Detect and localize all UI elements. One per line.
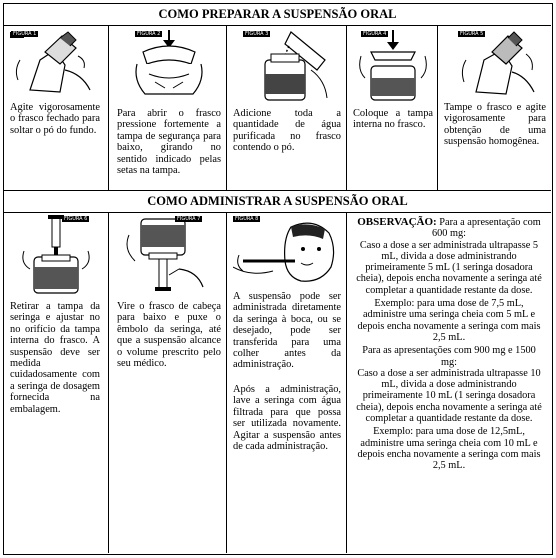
administer-step-1 [4, 213, 108, 553]
step-text: Vire o frasco de cabeça para baixo e puxe o êmbolo da seringa, até que a suspensão alcance o volume prescrito pelo seu médico. [117, 301, 221, 370]
prepare-step-1 [4, 26, 108, 190]
instruction-sheet [3, 3, 553, 555]
administer-step-3 [227, 213, 346, 553]
step-text: A suspensão pode ser administrada diretamente da seringa à boca, ou se desejado, pode ser transferida para uma colher antes da administração. [233, 291, 341, 371]
step-text: Tampe o frasco e agite vigorosamente para obtenção de uma suspensão homogênea. [444, 102, 546, 148]
insert-inner-cap-illustration [357, 30, 429, 102]
observation-text [353, 217, 545, 472]
administer-step-2 [109, 213, 226, 553]
observation-p1-lead: Para a apresentação com 600 mg: [431, 217, 541, 240]
figure-tag: FIGURA 6 [64, 216, 88, 222]
figure-tag: FIGURA 8 [235, 216, 259, 222]
figure-tag: FIGURA 2 [137, 31, 161, 37]
add-water-illustration [241, 30, 333, 102]
step-text: Para abrir o frasco pressione fortemente a tampa de segurança para baixo, girando no sentido indicado pelas setas na tampa. [117, 108, 221, 177]
shake-bottle-illustration [10, 30, 96, 98]
observation-p2-example: Exemplo: para uma dose de 12,5mL, administre uma seringa cheia com 10 mL e depois encha novamente a seringa com mais 2,5 mL. [357, 426, 541, 472]
figure-tag: FIGURA 5 [460, 31, 484, 37]
step-text-followup: Após a administração, lave a seringa com água filtrada para que possa ser utilizada novamente. Agitar a suspensão antes de cada administração. [233, 384, 341, 453]
figure-tag: FIGURA 4 [363, 31, 387, 37]
step-text: Coloque a tampa interna no frasco. [353, 108, 433, 131]
administer-section-title: COMO ADMINISTRAR A SUSPENSÃO ORAL [147, 194, 408, 208]
observation-label: OBSERVAÇÃO: [357, 216, 437, 228]
observation-p1: Caso a dose a ser administrada ultrapasse 5 mL, divida a dose administrando primeiramente 5 mL (1 seringa dosadora cheia), depois encha novamente a seringa até completar a quantidade restante da dose. [356, 239, 542, 296]
prepare-step-4 [347, 26, 437, 190]
observation-p2: Caso a dose a ser administrada ultrapasse 10 mL, divida a dose administrando primeiramente 10 mL (1 seringa dosadora cheia), depois encha novamente a seringa até completar a quantidade restante da dose. [356, 367, 542, 425]
step-text: Retirar a tampa da seringa e ajustar no no orifício da tampa interna do frasco. A suspensão deve ser medida cuidadosamente com a seringa de dosagem fornecida na embalagem. [10, 301, 100, 415]
observation-box [347, 213, 551, 553]
press-cap-illustration [129, 30, 209, 102]
invert-bottle-illustration [123, 215, 213, 295]
step-text: Agite vigorosamente o frasco fechado para soltar o pó do fundo. [10, 102, 100, 136]
prepare-step-3 [227, 26, 346, 190]
figure-tag: FIGURA 3 [245, 31, 269, 37]
cap-and-shake-illustration [456, 30, 540, 100]
oral-dose-child-illustration [233, 215, 339, 287]
prepare-step-2 [109, 26, 226, 190]
attach-syringe-illustration [20, 215, 92, 295]
prepare-section-title: COMO PREPARAR A SUSPENSÃO ORAL [158, 7, 397, 21]
observation-p2-lead: Para as apresentações com 900 mg e 1500 mg: [362, 345, 536, 368]
prepare-step-5 [438, 26, 551, 190]
step-text: Adicione toda a quantidade de água purificada no frasco contendo o pó. [233, 108, 341, 154]
figure-tag: FIGURA 1 [13, 31, 37, 37]
observation-p1-example: Exemplo: para uma dose de 7,5 mL, administre uma seringa cheia com 5 mL e depois encha novamente a seringa com mais 2,5 mL. [357, 298, 541, 343]
figure-tag: FIGURA 7 [177, 216, 201, 222]
